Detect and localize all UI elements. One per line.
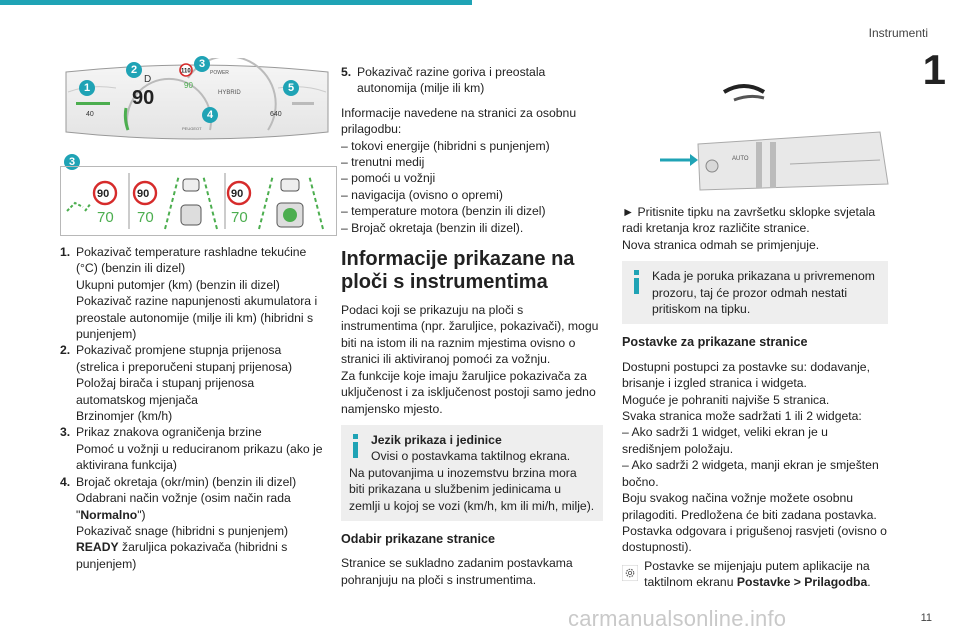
svg-text:70: 70 xyxy=(97,209,114,226)
cluster-brand: PEUGEOT xyxy=(182,126,202,131)
list-item-1: 1. Pokazivač temperature rashladne tekućine (°C) (benzin ili dizel) Ukupni putomjer (km) (benzin ili dizel) Pokazivač razine napunjenosti akumulatora i preostale autonomije (milje ili km) (hibridni s punjenjem) xyxy=(60,245,318,342)
section-title: Instrumenti xyxy=(868,26,928,40)
speed-panel-2 xyxy=(134,175,217,229)
cluster-advised-speed: 90 xyxy=(184,81,193,90)
speed-signs-figure xyxy=(60,166,337,236)
column-1 xyxy=(60,244,326,572)
cluster-power: POWER xyxy=(210,70,229,76)
callout-3-speeds: 3 xyxy=(64,154,80,170)
chapter-number: 1 xyxy=(922,46,946,93)
cluster-speed: 90 xyxy=(132,87,155,109)
stalk-auto-label: AUTO xyxy=(732,156,749,162)
callout-1: 1 xyxy=(79,80,95,96)
subheading: Postavke za prikazane stranice xyxy=(622,335,808,350)
svg-text:90: 90 xyxy=(137,188,150,200)
callout-2: 2 xyxy=(126,62,142,78)
info-note-2: Kada je poruka prikazana u privremenom prozoru, taj će prozor odmah nestati pritiskom na tipku. xyxy=(622,261,888,324)
cluster-mode: HYBRID xyxy=(218,90,241,96)
svg-text:90: 90 xyxy=(231,188,244,200)
callout-5: 5 xyxy=(283,80,299,96)
lighting-stalk-figure xyxy=(640,72,890,202)
list-item-2: 2. Pokazivač promjene stupnja prijenosa (strelica i preporučeni stupanj prijenosa) Položaj birača i stupanj prijenosa automatskog mjenjača Brzinomjer (km/h) xyxy=(60,343,293,424)
column-2: 5. Pokazivač razine goriva i preostala autonomija (milje ili km) Informacije navedene na stranici za osobnu prilagodbu: – tokovi energije (hibridni s punjenjem) – trenutni medij – pomoći u vožnji – navigacija (ovisno o opremi) – temperature motora (benzin ili dizel) – Brojač okretaja (benzin ili dizel). Informacije prikazane na ploči s instrumentima Podaci koji se prikazuju na ploči s instrumentima (npr. žaruljice, pokazivači), mogu biti na istom ili na raznim mjestima ovisno o stranici ili aktiviranoj pomoći za vožnju. Za funkcije koje imaju žaruljice pokazivača za uključenost i za isključenost postoji samo jedno namjensko mjesto. Jezik prikaza i jedinice Ovisi o postavkama taktilnog ekrana. Na putovanjima u inozemstvu brzina mora biti prikazana u službenim jedinicama u zemlji u kojoj se vozi (km/h, km ili mi/h, milje). Odabir prikazane stranice Stranice se sukladno zadanim postavkama pohranjuju na ploči s instrumentima. xyxy=(341,64,603,588)
list-item-5: 5. Pokazivač razine goriva i preostala autonomija (milje ili km) xyxy=(341,65,546,96)
section-heading: Informacije prikazane na ploči s instrumentima xyxy=(341,248,575,294)
info-note: Jezik prikaza i jedinice Ovisi o postavkama taktilnog ekrana. Na putovanjima u inozemstvu brzina mora biti prikazana u službenim jedinicama u zemlji u kojoj se vozi (km/h, km ili mi/h, milje). xyxy=(341,425,603,521)
cluster-speed-limit: 110 xyxy=(181,68,191,75)
svg-text:70: 70 xyxy=(137,209,154,226)
subheading: Odabir prikazane stranice xyxy=(341,531,495,546)
instrument-cluster-figure xyxy=(60,58,334,146)
gear-icon xyxy=(622,558,638,588)
info-icon xyxy=(349,434,363,458)
page-number: 11 xyxy=(920,612,932,624)
list-item-3: 3. Prikaz znakova ograničenja brzine Pomoć u vožnji u reduciranom prikazu (ako je aktivirana funkcija) xyxy=(60,425,323,473)
svg-text:70: 70 xyxy=(231,209,248,226)
callout-4: 4 xyxy=(202,107,218,123)
cluster-right-range: 640 xyxy=(270,111,282,118)
info-icon xyxy=(630,270,644,294)
custom-page-intro: Informacije navedene na stranici za osobnu prilagodbu: xyxy=(341,105,577,137)
svg-text:90: 90 xyxy=(97,188,110,200)
top-accent-bar xyxy=(0,0,472,5)
cluster-left-range: 40 xyxy=(86,111,94,118)
speed-panel-1 xyxy=(67,182,116,226)
settings-note: Postavke se mijenjaju putem aplikacije na taktilnom ekranu Postavke > Prilagodba. xyxy=(622,558,888,591)
watermark: carmanualsonline.info xyxy=(568,606,787,631)
cluster-gear: D xyxy=(144,74,152,85)
column-3: ► Pritisnite tipku na završetku sklopke svjetala radi kretanja kroz različite stranice. Nova stranica odmah se primjenjuje. Kada je poruka prikazana u privremenom prozoru, taj će prozor odmah nestati pritiskom na tipku. Postavke za prikazane stranice Dostupni postupci za postavke su: dodavanje, brisanje i izgled stranica i widgeta. Moguće je pohraniti najviše 5 stranica. Svaka stranica može sadržati 1 ili 2 widgeta: – Ako sadrži 1 widget, veliki ekran je u središnjem položaju. – Ako sadrži 2 widgeta, manji ekran je smješten bočno. Boju svakog načina vožnje možete osobnu prilagoditi. Predložena će biti zadana postavka. Postavka odgovara i prigušenoj rasvjeti (ovisno o dostupnosti). Postavke se mijenjaju putem aplikacije na taktilnom ekranu Postavke > Prilagodba. xyxy=(622,205,887,590)
callout-3: 3 xyxy=(194,56,210,72)
list-item-4: 4. Brojač okretaja (okr/min) (benzin ili dizel) Odabrani način vožnje (osim način rada "Normalno") Pokazivač snage (hibridni s punjenjem) READY žaruljica pokazivača (hibridni s punjenjem) xyxy=(60,474,297,571)
speed-panel-3 xyxy=(228,175,323,229)
